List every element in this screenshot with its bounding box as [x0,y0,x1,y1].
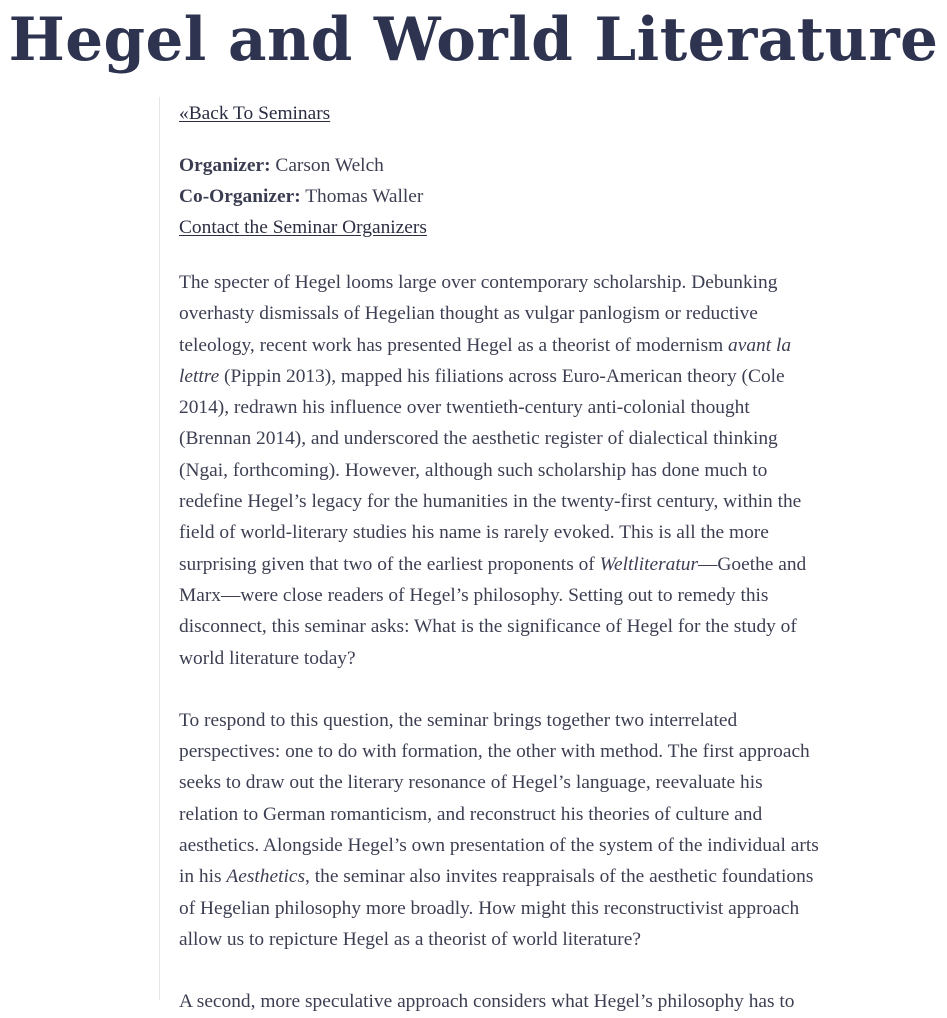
organizer-row [179,150,824,181]
contact-organizers-link[interactable]: Contact the Seminar Organizers [179,217,427,238]
description-paragraph-3: A second, more speculative approach considers what Hegel’s philosophy has to [179,991,795,1013]
co-organizer-name: Thomas Waller [305,186,424,207]
description-paragraph-1: The specter of Hegel looms large over contemporary scholarship. Debunking overhasty dismissals of Hegelian thought as vulgar panlogism or reductive teleology, recent work has presented Hegel as a theorist of modernism avant la lettre (Pippin 2013), mapped his filiations across Euro-American theory (Cole 2014), redrawn his influence over twentieth-century anti-colonial thought (Brennan 2014), and underscored the aesthetic register of dialectical thinking (Ngai, forthcoming). However, although such scholarship has done much to redefine Hegel’s legacy for the humanities in the twenty-first century, within the field of world-literary studies his name is rarely evoked. This is all the more surprising given that two of the earliest proponents of Weltliteratur—Goethe and Marx—were close readers of Hegel’s philosophy. Setting out to remedy this disconnect, this seminar asks: What is the significance of Hegel for the study of world literature today? [179,272,807,669]
organizer-name: Carson Welch [275,155,384,176]
organizer-label: Organizer: [179,155,271,176]
organizer-info [179,150,824,243]
co-organizer-label: Co-Organizer: [179,186,301,207]
italic-aesthetics: Aesthetics [226,866,306,888]
italic-weltliteratur: Weltliteratur [599,553,698,575]
page-title: Hegel and World Literature [8,5,939,75]
seminar-content [179,99,824,1018]
co-organizer-row [179,181,824,212]
back-to-seminars-link[interactable]: «Back To Seminars [179,103,331,124]
content-left-border [159,97,160,1000]
italic-avant-la-lettre: avant la lettre [179,334,792,387]
description-paragraph-2: To respond to this question, the seminar brings together two interrelated perspectives: one to do with formation, the other with method. The first approach seeks to draw out the literary resonance of Hegel’s language, reevaluate his relation to German romanticism, and reconstruct his theories of culture and aesthetics. Alongside Hegel’s own presentation of the system of the individual arts in his Aesthetics, the seminar also invites reappraisals of the aesthetic foundations of Hegelian philosophy more broadly. How might this reconstructivist approach allow us to repicture Hegel as a theorist of world literature? [179,709,819,950]
